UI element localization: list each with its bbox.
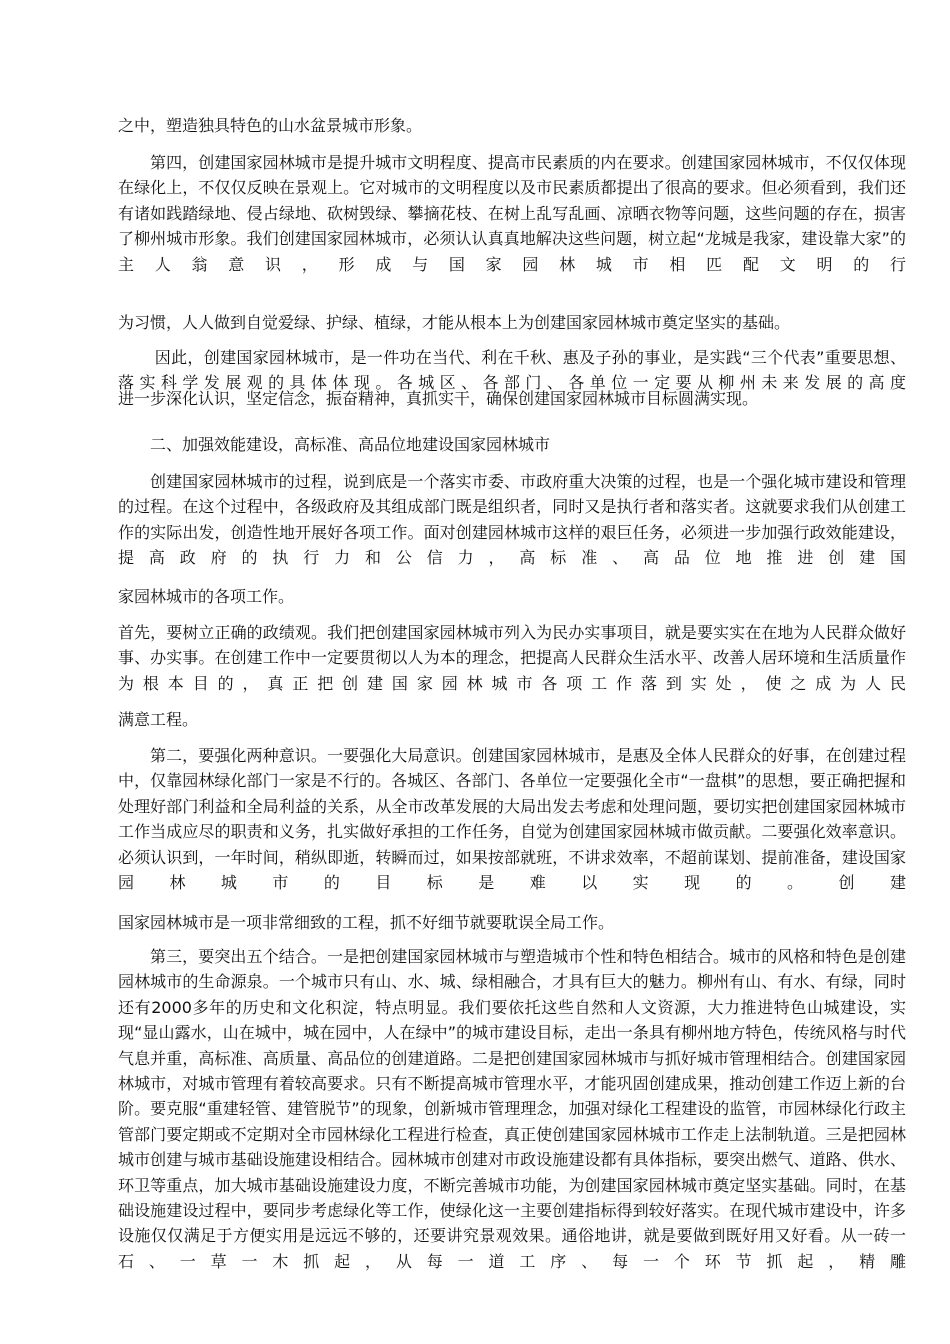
paragraph-continuation: 之中，塑造独具特色的山水盆景城市形象。 bbox=[118, 116, 423, 135]
paragraph-second-point-tail: 国家园林城市是一项非常细致的工程，抓不好细节就要耽误全局工作。 bbox=[118, 913, 615, 932]
paragraph-therefore-tail: 进一步深化认识，坚定信念，振奋精神，真抓实干，确保创建国家园林城市目标圆满实现。 bbox=[118, 389, 759, 408]
paragraph-third-point: 第三，要突出五个结合。一是把创建国家园林城市与塑造城市个性和特色相结合。城市的风格和特色是创建园林城市的生命源泉。一个城市只有山、水、城、绿相融合，才具有巨大的魅力。柳州有山、有水、有绿，同时还有2000多年的历史和文化积淀，特点明显。我们要依托这些自然和人文资源，大力推进特色山城建设，实现“显山露水，山在城中，城在园中，人在绿中”的城市建设目标，走出一条具有柳州地方特色，传统风格与时代气息并重，高标准、高质量、高品位的创建道路。二是把创建国家园林城市与抓好城市管理相结合。创建国家园林城市，对城市管理有着较高要求。只有不断提高城市管理水平，才能巩固创建成果，推动创建工作迈上新的台阶。要克服“重建轻管、建管脱节”的现象，创新城市管理理念，加强对绿化工程建设的监管，市园林绿化行政主管部门要定期或不定期对全市园林绿化工程进行检查，真正使创建国家园林城市工作走上法制轨道。三是把园林城市创建与城市基础设施建设相结合。园林城市创建对市政设施建设都有具体指标，要突出燃气、道路、供水、环卫等重点，加大城市基础设施建设力度，不断完善城市功能，为创建国家园林城市奠定坚实基础。同时，在基础设施建设过程中，要同步考虑绿化等工作，使绿化这一主要创建指标得到较好落实。在现代城市建设中，许多设施仅仅满足于方便实用是远远不够的，还要讲究景观效果。通俗地讲，就是要做到既好用又好看。从一砖一石、一草一木抓起，从每一道工序、每一个环节抓起，精雕 bbox=[118, 947, 906, 1271]
paragraph-section-two-intro: 创建国家园林城市的过程，说到底是一个落实市委、市政府重大决策的过程，也是一个强化城市建设和管理的过程。在这个过程中，各级政府及其组成部门既是组织者，同时又是执行者和落实者。这就要求我们从创建工作的实际出发，创造性地开展好各项工作。面对创建园林城市这样的艰巨任务，必须进一步加强行政效能建设，提高政府的执行力和公信力，高标准、高品位地推进创建国 bbox=[118, 472, 906, 568]
paragraph-first-point: 首先，要树立正确的政绩观。我们把创建国家园林城市列入为民办实事项目，就是要实实在在地为人民群众做好事、办实事。在创建工作中一定要贯彻以人为本的理念，把提高人民群众生活水平、改善人居环境和生活质量作为根本目的，真正把创建国家园林城市各项工作落到实处，使之成为人民 bbox=[118, 623, 906, 693]
paragraph-therefore: 因此，创建国家园林城市，是一件功在当代、利在千秋、惠及子孙的事业，是实践“三个代表”重要思想、落实科学发展观的具体体现。各城区、各部门、各单位一定要从柳州未来发展的高度 bbox=[118, 348, 906, 393]
section-heading-two: 二、加强效能建设，高标准、高品位地建设国家园林城市 bbox=[150, 435, 551, 454]
paragraph-section-two-intro-tail: 家园林城市的各项工作。 bbox=[118, 587, 295, 606]
paragraph-fourth-point: 第四，创建国家园林城市是提升城市文明程度、提高市民素质的内在要求。创建国家园林城市，不仅仅体现在绿化上，不仅仅反映在景观上。它对城市的文明程度以及市民素质都提出了很高的要求。但必须看到，我们还有诸如践踏绿地、侵占绿地、砍树毁绿、攀摘花枝、在树上乱写乱画、凉晒衣物等问题，这些问题的存在，损害了柳州城市形象。我们创建国家园林城市，必须认认真真地解决这些问题，树立起“龙城是我家，建设靠大家”的主人翁意识，形成与国家园林城市相匹配文明的行 bbox=[118, 153, 906, 274]
paragraph-first-point-tail: 满意工程。 bbox=[118, 710, 199, 729]
paragraph-fourth-point-tail: 为习惯，人人做到自觉爱绿、护绿、植绿，才能从根本上为创建国家园林城市奠定坚实的基础。 bbox=[118, 313, 791, 332]
paragraph-second-point: 第二，要强化两种意识。一要强化大局意识。创建国家园林城市，是惠及全体人民群众的好事，在创建过程中，仅靠园林绿化部门一家是不行的。各城区、各部门、各单位一定要强化全市“一盘棋”的思想，要正确把握和处理好部门利益和全局利益的关系，从全市改革发展的大局出发去考虑和处理问题，要切实把创建国家园林城市工作当成应尽的职责和义务，扎实做好承担的工作任务，自觉为创建国家园林城市做贡献。二要强化效率意识。必须认识到，一年时间，稍纵即逝，转瞬而过，如果按部就班，不讲求效率，不超前谋划、提前准备，建设国家园林城市的目标是难以实现的。创建 bbox=[118, 746, 906, 893]
